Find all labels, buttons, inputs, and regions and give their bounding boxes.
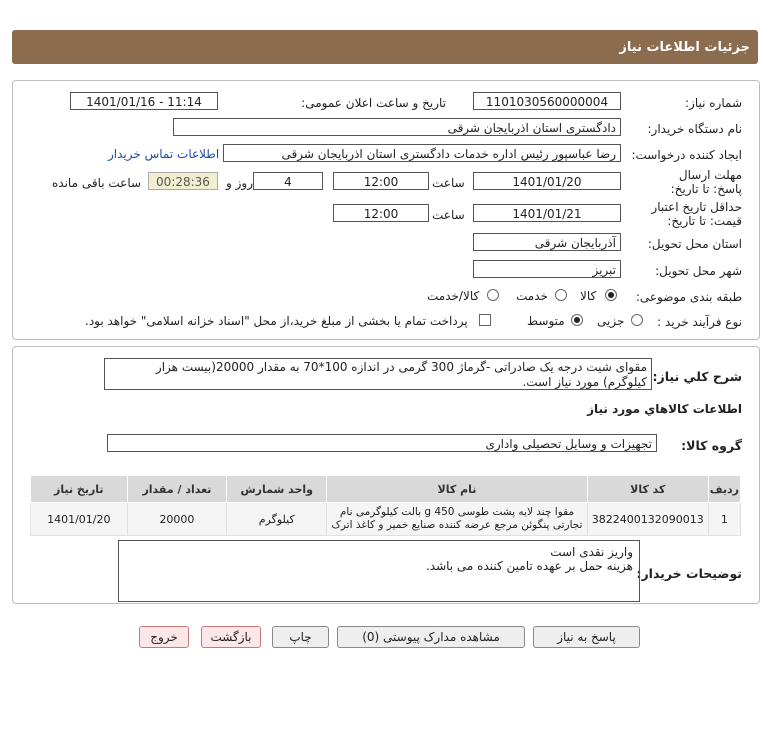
buyer-org-label: نام دستگاه خریدار: (647, 122, 742, 136)
creator-field[interactable]: رضا عباسپور رئیس اداره خدمات دادگستری استان اذربایجان شرقی (223, 144, 621, 162)
process-minor-label: جزیی (597, 314, 625, 328)
category-goods-service-radio[interactable] (487, 289, 499, 301)
unit-cell: کیلوگرم (227, 503, 327, 536)
buyer-notes-label: توضیحات خریدار: (636, 566, 742, 581)
announce-date-field[interactable]: 1401/01/16 - 11:14 (70, 92, 218, 110)
reply-deadline-label: مهلت ارسال پاسخ: تا تاریخ: (670, 168, 742, 196)
process-minor-radio[interactable] (631, 314, 643, 326)
price-validity-label: حداقل تاریخ اعتبار قیمت: تا تاریخ: (651, 200, 742, 228)
goods-group-label: گروه کالا: (681, 438, 742, 453)
goods-info-title: اطلاعات کالاهاي مورد نياز (587, 402, 742, 416)
validity-date-field[interactable]: 1401/01/21 (473, 204, 621, 222)
category-goods-service-label: کالا/خدمت (427, 289, 480, 303)
process-type-label: نوع فرآیند خرید : (657, 315, 742, 329)
col-row-header: ردیف (708, 476, 740, 503)
process-medium-radio[interactable] (571, 314, 583, 326)
page-title: جزئیات اطلاعات نیاز (619, 40, 750, 55)
row-number-cell: 1 (708, 503, 740, 536)
delivery-city-label: شهر محل تحویل: (655, 264, 742, 278)
need-date-cell: 1401/01/20 (31, 503, 128, 536)
goods-group-field[interactable]: تجهیزات و وسایل تحصیلی واداری (107, 434, 657, 452)
view-attachments-button[interactable]: مشاهده مدارک پیوستی (0) (337, 626, 525, 648)
summary-text-field[interactable]: مقوای شیت درجه یک صادراتی -گرماژ 300 گرمی در اندازه 100*70 به مقدار 20000(بیست هزار کیلوگرم) مورد نیاز است. (104, 358, 652, 390)
category-goods-label: کالا (580, 289, 597, 303)
goods-table (30, 475, 741, 536)
col-qty-header: تعداد / مقدار (127, 476, 227, 503)
time-remaining-label: ساعت باقی مانده (52, 176, 142, 190)
print-button[interactable]: چاپ (272, 626, 329, 648)
process-medium-label: متوسط (527, 314, 565, 328)
goods-name-cell: مقوا چند لایه پشت طوسی 450 g بالت کیلوگرمی نام تجارتی پنگوئن مرجع عرضه کننده صنایع خمیر و کاغذ اترک (327, 503, 588, 536)
buyer-notes-line-1: واریز نقدی است (550, 545, 633, 559)
category-label: طبقه بندی موضوعی: (635, 290, 742, 304)
goods-table-header-row (31, 476, 741, 503)
buyer-contact-link[interactable]: اطلاعات تماس خریدار (108, 147, 220, 161)
days-remaining-field[interactable]: 4 (253, 172, 323, 190)
treasury-payment-checkbox[interactable] (479, 314, 491, 326)
reply-time-field[interactable]: 12:00 (333, 172, 429, 190)
col-unit-header: واحد شمارش (227, 476, 327, 503)
buyer-notes-line-2: هزینه حمل بر عهده تامین کننده می باشد. (425, 559, 633, 573)
exit-button[interactable]: خروج (139, 626, 189, 648)
creator-label: ایجاد کننده درخواست: (631, 148, 742, 162)
days-label: روز و (226, 176, 253, 190)
delivery-city-field[interactable]: تبریز (473, 260, 621, 278)
need-number-label: شماره نیاز: (685, 96, 742, 110)
category-service-label: خدمت (516, 289, 548, 303)
buyer-org-field[interactable]: دادگستری استان اذربایجان شرقی (173, 118, 621, 136)
summary-label: شرح کلي نياز: (652, 369, 742, 384)
validity-time-field[interactable]: 12:00 (333, 204, 429, 222)
announce-date-label: تاریخ و ساعت اعلان عمومی: (301, 96, 446, 110)
reply-to-need-button[interactable]: پاسخ به نیاز (533, 626, 640, 648)
category-goods-radio[interactable] (605, 289, 617, 301)
buyer-notes-field[interactable] (118, 540, 640, 602)
col-code-header: کد کالا (587, 476, 708, 503)
col-name-header: نام کالا (327, 476, 588, 503)
reply-date-field[interactable]: 1401/01/20 (473, 172, 621, 190)
quantity-cell: 20000 (127, 503, 227, 536)
treasury-payment-note: پرداخت تمام یا بخشی از مبلغ خرید،از محل "اسناد خزانه اسلامی" خواهد بود. (85, 314, 468, 328)
delivery-province-label: استان محل تحویل: (647, 237, 742, 251)
table-row[interactable] (31, 503, 741, 536)
goods-code-cell: 3822400132090013 (587, 503, 708, 536)
category-service-radio[interactable] (555, 289, 567, 301)
time-remaining-field: 00:28:36 (148, 172, 218, 190)
validity-time-label: ساعت (432, 208, 465, 222)
need-number-field[interactable]: 1101030560000004 (473, 92, 621, 110)
delivery-province-field[interactable]: آذربایجان شرقی (473, 233, 621, 251)
back-button[interactable]: بازگشت (201, 626, 261, 648)
reply-time-label: ساعت (432, 176, 465, 190)
col-date-header: تاریخ نیاز (31, 476, 128, 503)
